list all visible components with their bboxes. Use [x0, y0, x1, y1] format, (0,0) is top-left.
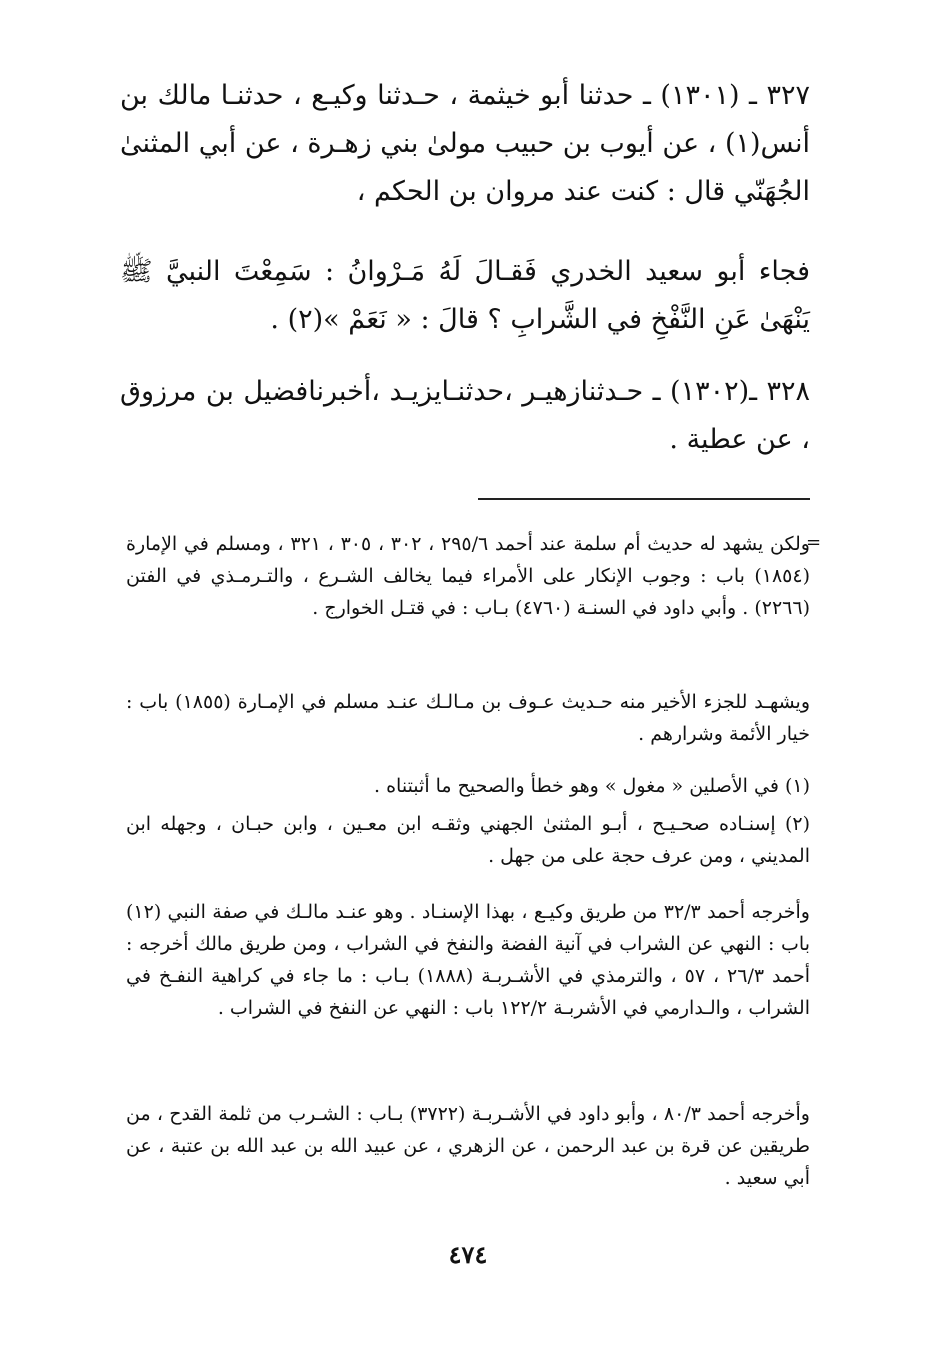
hadith-328	[120, 368, 810, 464]
footnote-2	[126, 808, 810, 872]
footnote-separator	[478, 498, 810, 500]
footnote-text: ولكن يشهد له حديث أم سلمة عند أحمد ٢٩٥/٦ ، ٣٠٢ ، ٣٠٥ ، ٣٢١ ، ومسلم في الإمارة (١٨٥٤) باب : وجوب الإنكار على الأمراء فيما يخالف الشـرع ، والتـرمـذي في الفتن (٢٢٦٦) . وأبي داود في السنـة (٤٧٦٠) بـاب : في قتـل الخوارج .	[126, 533, 810, 619]
footnote-paragraph	[126, 686, 810, 750]
hadith-327-continued	[120, 248, 810, 344]
hadith-327	[120, 72, 810, 216]
continuation-mark: =	[806, 532, 822, 553]
hadith-text: فجاء أبو سعيد الخدري فَقـالَ لَهُ مَـرْوانُ : سَمِعْتَ النبيَّ ﷺ يَنْهَىٰ عَنِ النَّفْخِ في الشَّرابِ ؟ قالَ : « نَعَمْ »(٢) .	[120, 256, 810, 335]
footnote-paragraph	[126, 896, 810, 1024]
footnote-text: وأخرجه أحمد ٨٠/٣ ، وأبو داود في الأشـربـة (٣٧٢٢) بـاب : الشـرب من ثلمة القدح ، من طريقين عن قرة بن عبد الرحمن ، عن الزهري ، عن عبيد الله بن عبد الله بن عتبة ، عن أبي سعيد .	[126, 1103, 810, 1189]
footnote-text: ويشهـد للجزء الأخير منه حـديث عـوف بن مـالـك عنـد مسلم في الإمـارة (١٨٥٥) باب : خيار الأئمة وشرارهم .	[126, 691, 810, 745]
footnote-text: (٢) إسنـاده صحـيـح ، أبـو المثنىٰ الجهني وثقـه ابن معـين ، وابن حبـان ، وجهله ابن المديني ، ومن عرف حجة على من جهل .	[126, 813, 810, 867]
footnote-text: (١) في الأصلين « مغول » وهو خطأ والصحيح ما أثبتناه .	[374, 775, 810, 797]
hadith-text: ٣٢٨ ـ(١٣٠٢) ـ حـدثنازهيـر ،حدثنـايزيـد ،أخبرنافضيل بن مرزوق ، عن عطية .	[120, 376, 810, 455]
footnote-1	[126, 770, 810, 802]
page-number: ٤٧٤	[448, 1240, 488, 1269]
hadith-text: ٣٢٧ ـ (١٣٠١) ـ حدثنا أبو خيثمة ، حـدثنا وكيـع ، حدثنـا مالك بن أنس(١) ، عن أيوب بن حبيب مولىٰ بني زهـرة ، عن أبي المثنىٰ الجُهَنّي قال : كنت عند مروان بن الحكم ،	[120, 80, 811, 207]
footnote-paragraph	[126, 1098, 810, 1194]
footnote-text: وأخرجه أحمد ٣٢/٣ من طريق وكيـع ، بهذا الإسنـاد . وهو عنـد مالـك في صفة النبي (١٢) باب : النهي عن الشراب في آنية الفضة والنفخ في الشراب ، ومن طريق مالك أخرجه : أحمد ٢٦/٣ ، ٥٧ ، والترمذي في الأشـربـة (١٨٨٨) بـاب : ما جاء في كراهية النفـخ في الشراب ، والـدارمي في الأشربـة ١٢٢/٢ باب : النهي عن النفخ في الشراب .	[126, 901, 810, 1019]
footnote-paragraph	[126, 528, 810, 624]
